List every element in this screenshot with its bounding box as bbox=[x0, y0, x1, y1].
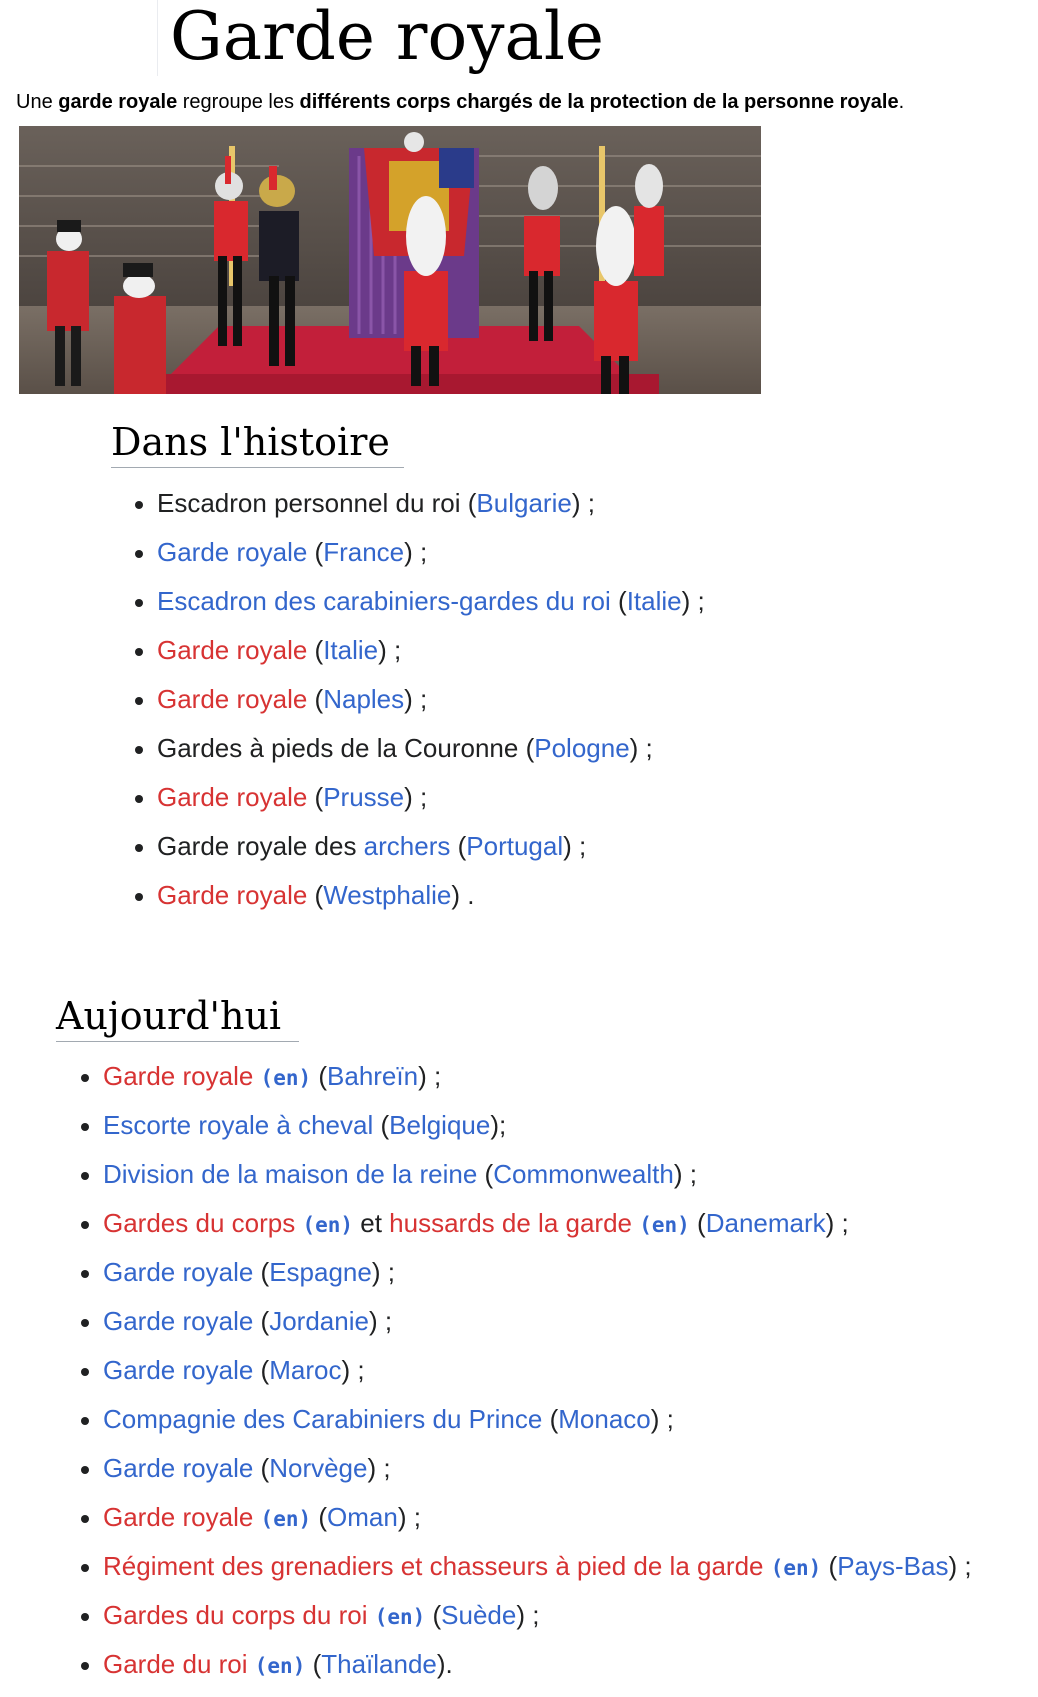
punct: ) ; bbox=[404, 537, 428, 567]
list-item: Garde du roi (en) (Thaïlande). bbox=[77, 1648, 972, 1697]
guard-link[interactable]: Garde royale bbox=[103, 1306, 254, 1336]
item-label: Gardes à pieds de la Couronne bbox=[157, 733, 519, 763]
list-item: Garde royale (Jordanie) ; bbox=[77, 1305, 972, 1354]
list-item: Garde royale (en) (Bahreïn) ; bbox=[77, 1060, 972, 1109]
guard-link[interactable]: Compagnie des Carabiniers du Prince bbox=[103, 1404, 543, 1434]
title-divider bbox=[157, 0, 158, 76]
paren: ( bbox=[610, 586, 627, 616]
paren: ( bbox=[450, 831, 467, 861]
list-item bbox=[131, 585, 705, 634]
royal-guard-photo[interactable] bbox=[19, 126, 761, 394]
punct: ) ; bbox=[948, 1551, 972, 1581]
country-link[interactable]: Espagne bbox=[269, 1257, 372, 1287]
paren: ( bbox=[307, 782, 324, 812]
country-link[interactable]: Maroc bbox=[269, 1355, 342, 1385]
country-link[interactable]: Bahreïn bbox=[327, 1061, 419, 1091]
intro-bold-term: garde royale bbox=[58, 91, 178, 113]
guard-redlink[interactable]: Garde royale bbox=[157, 635, 308, 665]
conjunction: et bbox=[353, 1208, 390, 1238]
item-label: Garde royale des bbox=[157, 831, 364, 861]
country-link[interactable]: Pologne bbox=[534, 733, 630, 763]
punct: ) ; bbox=[371, 1257, 395, 1287]
punct: ) ; bbox=[368, 1306, 393, 1336]
country-link[interactable]: Norvège bbox=[269, 1453, 368, 1483]
guard-redlink[interactable]: Garde royale bbox=[103, 1061, 254, 1091]
en-interlanguage-link[interactable]: (en) bbox=[770, 1556, 822, 1580]
country-link[interactable]: France bbox=[323, 537, 405, 567]
punct: ) ; bbox=[681, 586, 705, 616]
paren: ( bbox=[307, 880, 324, 910]
list-item bbox=[131, 634, 705, 683]
list-item: Compagnie des Carabiniers du Prince (Monaco) ; bbox=[77, 1403, 972, 1452]
list-item: Gardes du corps (en) et hussards de la garde (en) (Danemark) ; bbox=[77, 1207, 972, 1256]
list-item bbox=[131, 879, 705, 928]
guard-redlink[interactable]: Régiment des grenadiers et chasseurs à pied de la garde bbox=[103, 1551, 764, 1581]
punct: ) ; bbox=[571, 488, 595, 518]
punct: ); bbox=[490, 1110, 507, 1140]
guard-link[interactable]: Garde royale bbox=[103, 1257, 254, 1287]
guard-link[interactable]: Garde royale bbox=[157, 537, 308, 567]
archers-link[interactable]: archers bbox=[363, 831, 451, 861]
intro-paragraph bbox=[16, 88, 904, 116]
punct: ) ; bbox=[563, 831, 587, 861]
country-link[interactable]: Italie bbox=[626, 586, 682, 616]
item-label: Escadron personnel du roi bbox=[157, 488, 461, 518]
punct: ) ; bbox=[367, 1453, 391, 1483]
guard-redlink[interactable]: Garde du roi bbox=[103, 1649, 248, 1679]
guard-link[interactable]: Garde royale bbox=[103, 1453, 254, 1483]
country-link[interactable]: Belgique bbox=[389, 1110, 491, 1140]
country-link[interactable]: Italie bbox=[323, 635, 379, 665]
paren: ( bbox=[307, 537, 324, 567]
list-item: Garde royale (en) (Oman) ; bbox=[77, 1501, 972, 1550]
paren: ( bbox=[307, 635, 324, 665]
history-list bbox=[131, 487, 705, 928]
country-link[interactable]: Danemark bbox=[705, 1208, 826, 1238]
punct: ) ; bbox=[516, 1600, 540, 1630]
punct: ) ; bbox=[397, 1502, 421, 1532]
punct: ) ; bbox=[629, 733, 653, 763]
guard-link[interactable]: Escorte royale à cheval bbox=[103, 1110, 374, 1140]
punct: ) ; bbox=[378, 635, 402, 665]
paren: ( bbox=[307, 684, 324, 714]
list-item bbox=[131, 487, 705, 536]
guard-link[interactable]: Escadron des carabiniers-gardes du roi bbox=[157, 586, 611, 616]
country-link[interactable]: Bulgarie bbox=[476, 488, 572, 518]
punct: ) ; bbox=[650, 1404, 674, 1434]
punct: ) ; bbox=[404, 782, 428, 812]
list-item bbox=[131, 732, 705, 781]
guard-link[interactable]: Garde royale bbox=[103, 1355, 254, 1385]
country-link[interactable]: Thaïlande bbox=[321, 1649, 437, 1679]
guard-redlink[interactable]: Garde royale bbox=[157, 684, 308, 714]
guard-redlink[interactable]: Garde royale bbox=[157, 880, 308, 910]
en-interlanguage-link[interactable]: (en) bbox=[302, 1213, 354, 1237]
country-link[interactable]: Prusse bbox=[323, 782, 405, 812]
punct: ) ; bbox=[341, 1355, 365, 1385]
en-interlanguage-link[interactable]: (en) bbox=[254, 1654, 306, 1678]
en-interlanguage-link[interactable]: (en) bbox=[260, 1066, 312, 1090]
paren: ( bbox=[460, 488, 477, 518]
punct: ) ; bbox=[673, 1159, 697, 1189]
guard-redlink[interactable]: Gardes du corps du roi bbox=[103, 1600, 368, 1630]
country-link[interactable]: Portugal bbox=[466, 831, 564, 861]
list-item bbox=[131, 781, 705, 830]
country-link[interactable]: Oman bbox=[327, 1502, 398, 1532]
en-interlanguage-link[interactable]: (en) bbox=[374, 1605, 426, 1629]
punct: ) ; bbox=[825, 1208, 849, 1238]
intro-text: . bbox=[898, 91, 905, 113]
country-link[interactable]: Naples bbox=[323, 684, 405, 714]
punct: ) . bbox=[451, 880, 475, 910]
en-interlanguage-link[interactable]: (en) bbox=[260, 1507, 312, 1531]
country-link[interactable]: Suède bbox=[441, 1600, 517, 1630]
list-item bbox=[131, 830, 705, 879]
punct: ) ; bbox=[404, 684, 428, 714]
list-item: Garde royale (Espagne) ; bbox=[77, 1256, 972, 1305]
country-link[interactable]: Monaco bbox=[558, 1404, 651, 1434]
punct: ) ; bbox=[418, 1061, 442, 1091]
punct: ). bbox=[436, 1649, 453, 1679]
intro-bold-definition: différents corps chargés de la protection de la personne royale bbox=[299, 91, 899, 113]
list-item: Division de la maison de la reine (Commonwealth) ; bbox=[77, 1158, 972, 1207]
country-link[interactable]: Commonwealth bbox=[493, 1159, 674, 1189]
list-item bbox=[131, 536, 705, 585]
list-item: Garde royale (Norvège) ; bbox=[77, 1452, 972, 1501]
country-link[interactable]: Westphalie bbox=[323, 880, 452, 910]
list-item: Régiment des grenadiers et chasseurs à pied de la garde (en) (Pays-Bas) ; bbox=[77, 1550, 972, 1599]
list-item: Garde royale (Maroc) ; bbox=[77, 1354, 972, 1403]
country-link[interactable]: Jordanie bbox=[269, 1306, 369, 1336]
paren: ( bbox=[518, 733, 535, 763]
section-heading-history: Dans l'histoire bbox=[111, 419, 404, 468]
list-item bbox=[131, 683, 705, 732]
section-heading-today: Aujourd'hui bbox=[56, 993, 299, 1042]
page-title: Garde royale bbox=[170, 0, 604, 75]
en-interlanguage-link[interactable]: (en) bbox=[639, 1213, 690, 1237]
guard-redlink[interactable]: Gardes du corps bbox=[103, 1208, 296, 1238]
list-item: Escorte royale à cheval (Belgique); bbox=[77, 1109, 972, 1158]
guard-link[interactable]: Division de la maison de la reine bbox=[103, 1159, 478, 1189]
list-item: Gardes du corps du roi (en) (Suède) ; bbox=[77, 1599, 972, 1648]
intro-text: regroupe les bbox=[177, 91, 300, 113]
today-list bbox=[77, 1060, 972, 1697]
country-link[interactable]: Pays-Bas bbox=[837, 1551, 949, 1581]
intro-text: Une bbox=[16, 91, 59, 113]
hussards-redlink[interactable]: hussards de la garde bbox=[389, 1208, 632, 1238]
guard-redlink[interactable]: Garde royale bbox=[157, 782, 308, 812]
guard-redlink[interactable]: Garde royale bbox=[103, 1502, 254, 1532]
